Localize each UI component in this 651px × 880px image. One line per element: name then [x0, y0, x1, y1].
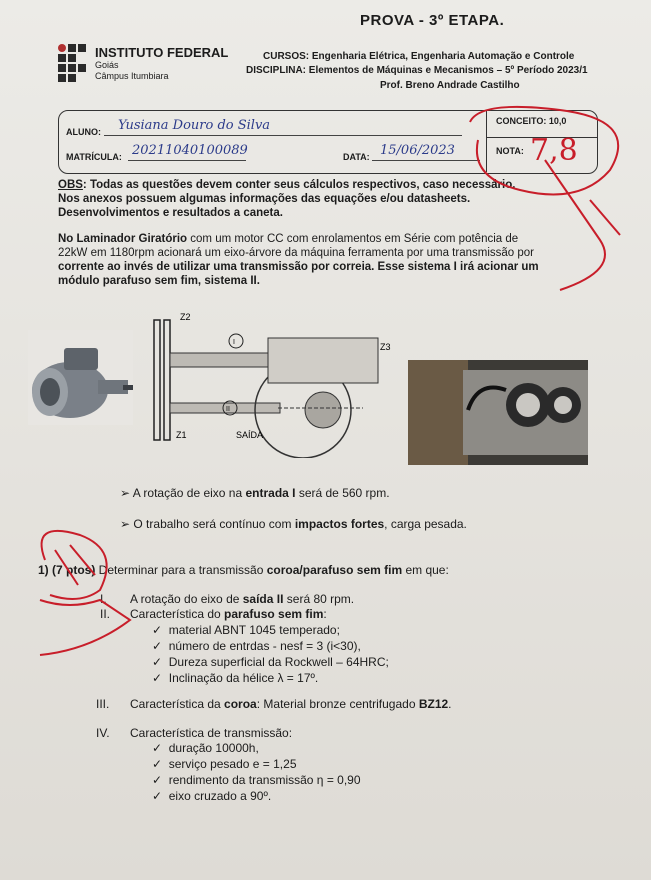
intro-line4: módulo parafuso sem fim, sistema II. [58, 275, 260, 287]
discipline-line: DISCIPLINA: Elementos de Máquinas e Mecanismos – 5º Período 2023/1 [246, 65, 588, 76]
intro-lead: No Laminador Giratório [58, 233, 188, 245]
courses-line: CURSOS: Engenharia Elétrica, Engenharia Automação e Controle [263, 51, 575, 62]
label-z2: Z2 [180, 312, 191, 322]
intro-line3: corrente ao invés de utilizar uma transmissão por correia. Esse sistema I irá acionar um [58, 261, 539, 273]
item-iii-num: III. [96, 697, 110, 711]
item-ii-num: II. [100, 607, 111, 621]
iv-item-4: ✓ eixo cruzado a 90º. [152, 789, 272, 803]
intro-line1: com um motor CC com enrolamentos em Série com potência de [187, 233, 519, 245]
nota-handwritten-grade: 7,8 [530, 133, 578, 168]
item-iii: Característica da coroa: Material bronze centrifugado BZ12. [130, 697, 452, 711]
label-z3: Z3 [380, 342, 391, 352]
ii-item-2: ✓ número de entrdas - nesf = 3 (i<30), [152, 639, 361, 653]
iv-item-3: ✓ rendimento da transmissão η = 0,90 [152, 773, 361, 787]
obs-line2: Nos anexos possuem algumas informações das equações e/ou datasheets. [58, 193, 471, 205]
ii-item-1: ✓ material ABNT 1045 temperado; [152, 623, 340, 637]
nota-label: NOTA: [496, 146, 524, 156]
item-i-num: I. [100, 592, 107, 606]
conceito-label: CONCEITO: 10,0 [496, 116, 567, 126]
bullet-trabalho: ➢ O trabalho será contínuo com impactos fortes, carga pesada. [120, 517, 467, 531]
matricula-label: MATRÍCULA: [66, 152, 122, 162]
data-label: DATA: [343, 152, 370, 162]
institution-campus: Câmpus Itumbiara [95, 71, 169, 81]
aluno-label: ALUNO: [66, 127, 101, 137]
obs-label: OBS [58, 179, 83, 191]
institution-name: INSTITUTO FEDERAL [95, 45, 229, 60]
data-handwritten: 15/06/2023 [380, 143, 455, 158]
label-z1: Z1 [176, 430, 187, 440]
item-iv: Característica de transmissão: [130, 726, 293, 740]
aluno-handwritten-name: Yusiana Douro do Silva [118, 118, 271, 133]
intro-line2: 22kW em 1180rpm acionará um eixo-árvore da máquina ferramenta por uma transmissão por [58, 247, 534, 259]
iv-item-2: ✓ serviço pesado e = 1,25 [152, 757, 297, 771]
question-1: 1) (7 ptos) Determinar para a transmissão coroa/parafuso sem fim em que: [38, 563, 449, 577]
bullet-entrada: ➢ A rotação de eixo na entrada I será de 560 rpm. [120, 486, 390, 500]
label-saida: SAÍDA [236, 430, 264, 440]
ii-item-3: ✓ Dureza superficial da Rockwell – 64HRC; [152, 655, 389, 669]
item-ii: Característica do parafuso sem fim: [130, 607, 327, 621]
item-iv-num: IV. [96, 726, 110, 740]
item-i: A rotação do eixo de saída II será 80 rpm. [130, 592, 355, 606]
obs-line1: : Todas as questões devem conter seus cálculos respectivos, caso necessário. [82, 179, 516, 191]
ii-item-4: ✓ Inclinação da hélice λ = 17º. [152, 671, 319, 685]
matricula-handwritten: 20211040100089 [132, 143, 248, 158]
exam-title: PROVA - 3º ETAPA. [360, 12, 505, 29]
institution-state: Goiás [95, 60, 119, 70]
label-ii: II [226, 406, 230, 413]
obs-line3: Desenvolvimentos e resultados a caneta. [58, 207, 283, 219]
professor-line: Prof. Breno Andrade Castilho [380, 80, 520, 91]
label-i: I [233, 339, 235, 346]
iv-item-1: ✓ duração 10000h, [152, 741, 259, 755]
